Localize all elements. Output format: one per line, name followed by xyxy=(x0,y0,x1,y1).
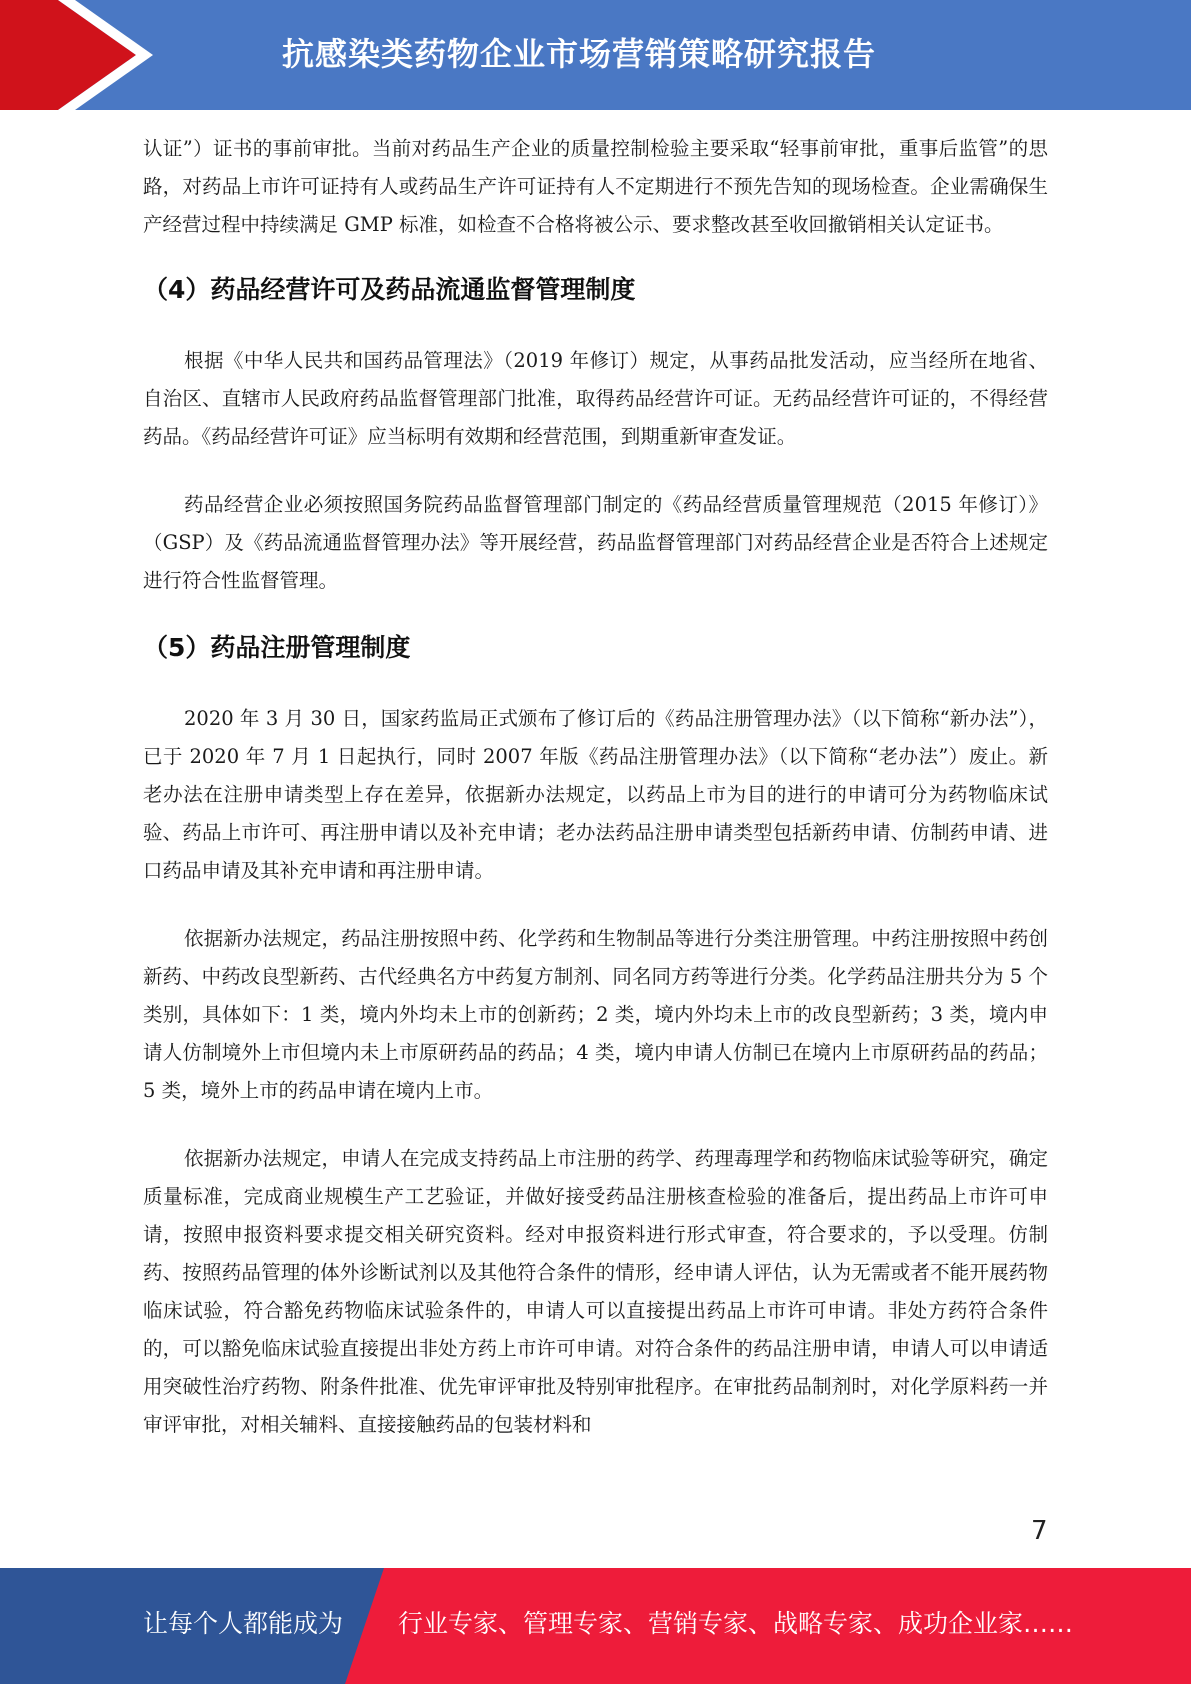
page-header xyxy=(0,0,1191,110)
paragraph-gmp-inspection: 认证”）证书的事前审批。当前对药品生产企业的质量控制检验主要采取“轻事前审批，重事后监管”的思路，对药品上市许可证持有人或药品生产许可证持有人不定期进行不预先告知的现场检查。企业需确保生产经营过程中持续满足 GMP 标准，如检查不合格将被公示、要求整改甚至收回撤销相关认定证书。 xyxy=(143,137,1048,236)
paragraph-registration-rules: 2020 年 3 月 30 日，国家药监局正式颁布了修订后的《药品注册管理办法》（以下简称“新办法”），已于 2020 年 7 月 1 日起执行，同时 2007 年版《药品注册管理办法》（以下简称“老办法”）废止。新老办法在注册申请类型上存在差异，依据新办法规定，以药品上市为目的进行的申请可分为药物临床试验、药品上市许可、再注册申请以及补充申请；老办法药品注册申请类型包括新药申请、仿制药申请、进口药品申请及其补充申请和再注册申请。 xyxy=(143,707,1048,882)
paragraph-gsp: 药品经营企业必须按照国务院药品监督管理部门制定的《药品经营质量管理规范（2015 年修订）》（GSP）及《药品流通监督管理办法》等开展经营，药品监督管理部门对药品经营企业是否符合上述规定进行符合性监督管理。 xyxy=(143,493,1048,592)
report-title: 抗感染类药物企业市场营销策略研究报告 xyxy=(282,35,877,73)
footer-slogan-right: 行业专家、管理专家、营销专家、战略专家、成功企业家…… xyxy=(398,1609,1074,1638)
page-body xyxy=(143,130,1048,1444)
section-heading-5: （5）药品注册管理制度 xyxy=(143,633,411,662)
page-footer xyxy=(0,1568,1191,1684)
header-arrow-decoration xyxy=(0,0,160,110)
paragraph-business-license: 根据《中华人民共和国药品管理法》（2019 年修订）规定，从事药品批发活动，应当经所在地省、自治区、直辖市人民政府药品监督管理部门批准，取得药品经营许可证。无药品经营许可证的，不得经营药品。《药品经营许可证》应当标明有效期和经营范围，到期重新审查发证。 xyxy=(143,349,1048,448)
paragraph-registration-process: 依据新办法规定，申请人在完成支持药品上市注册的药学、药理毒理学和药物临床试验等研究，确定质量标准，完成商业规模生产工艺验证，并做好接受药品注册核查检验的准备后，提出药品上市许可申请，按照申报资料要求提交相关研究资料。经对申报资料进行形式审查，符合要求的，予以受理。仿制药、按照药品管理的体外诊断试剂以及其他符合条件的情形，经申请人评估，认为无需或者不能开展药物临床试验，符合豁免药物临床试验条件的，申请人可以直接提出药品上市许可申请。非处方药符合条件的，可以豁免临床试验直接提出非处方药上市许可申请。对符合条件的药品注册申请，申请人可以申请适用突破性治疗药物、附条件批准、优先审评审批及特别审批程序。在审批药品制剂时，对化学原料药一并审评审批，对相关辅料、直接接触药品的包装材料和 xyxy=(143,1147,1048,1436)
section-heading-4: （4）药品经营许可及药品流通监督管理制度 xyxy=(143,275,636,304)
footer-slogan-left: 让每个人都能成为 xyxy=(143,1609,344,1638)
page-number: 7 xyxy=(1031,1516,1048,1546)
paragraph-registration-classes: 依据新办法规定，药品注册按照中药、化学药和生物制品等进行分类注册管理。中药注册按照中药创新药、中药改良型新药、古代经典名方中药复方制剂、同名同方药等进行分类。化学药品注册共分为 5 个类别，具体如下：1 类，境内外均未上市的创新药；2 类，境内外均未上市的改良型新药；3 类，境内申请人仿制境外上市但境内未上市原研药品的药品；4 类，境内申请人仿制已在境内上市原研药品的药品；5 类，境外上市的药品申请在境内上市。 xyxy=(143,927,1048,1102)
